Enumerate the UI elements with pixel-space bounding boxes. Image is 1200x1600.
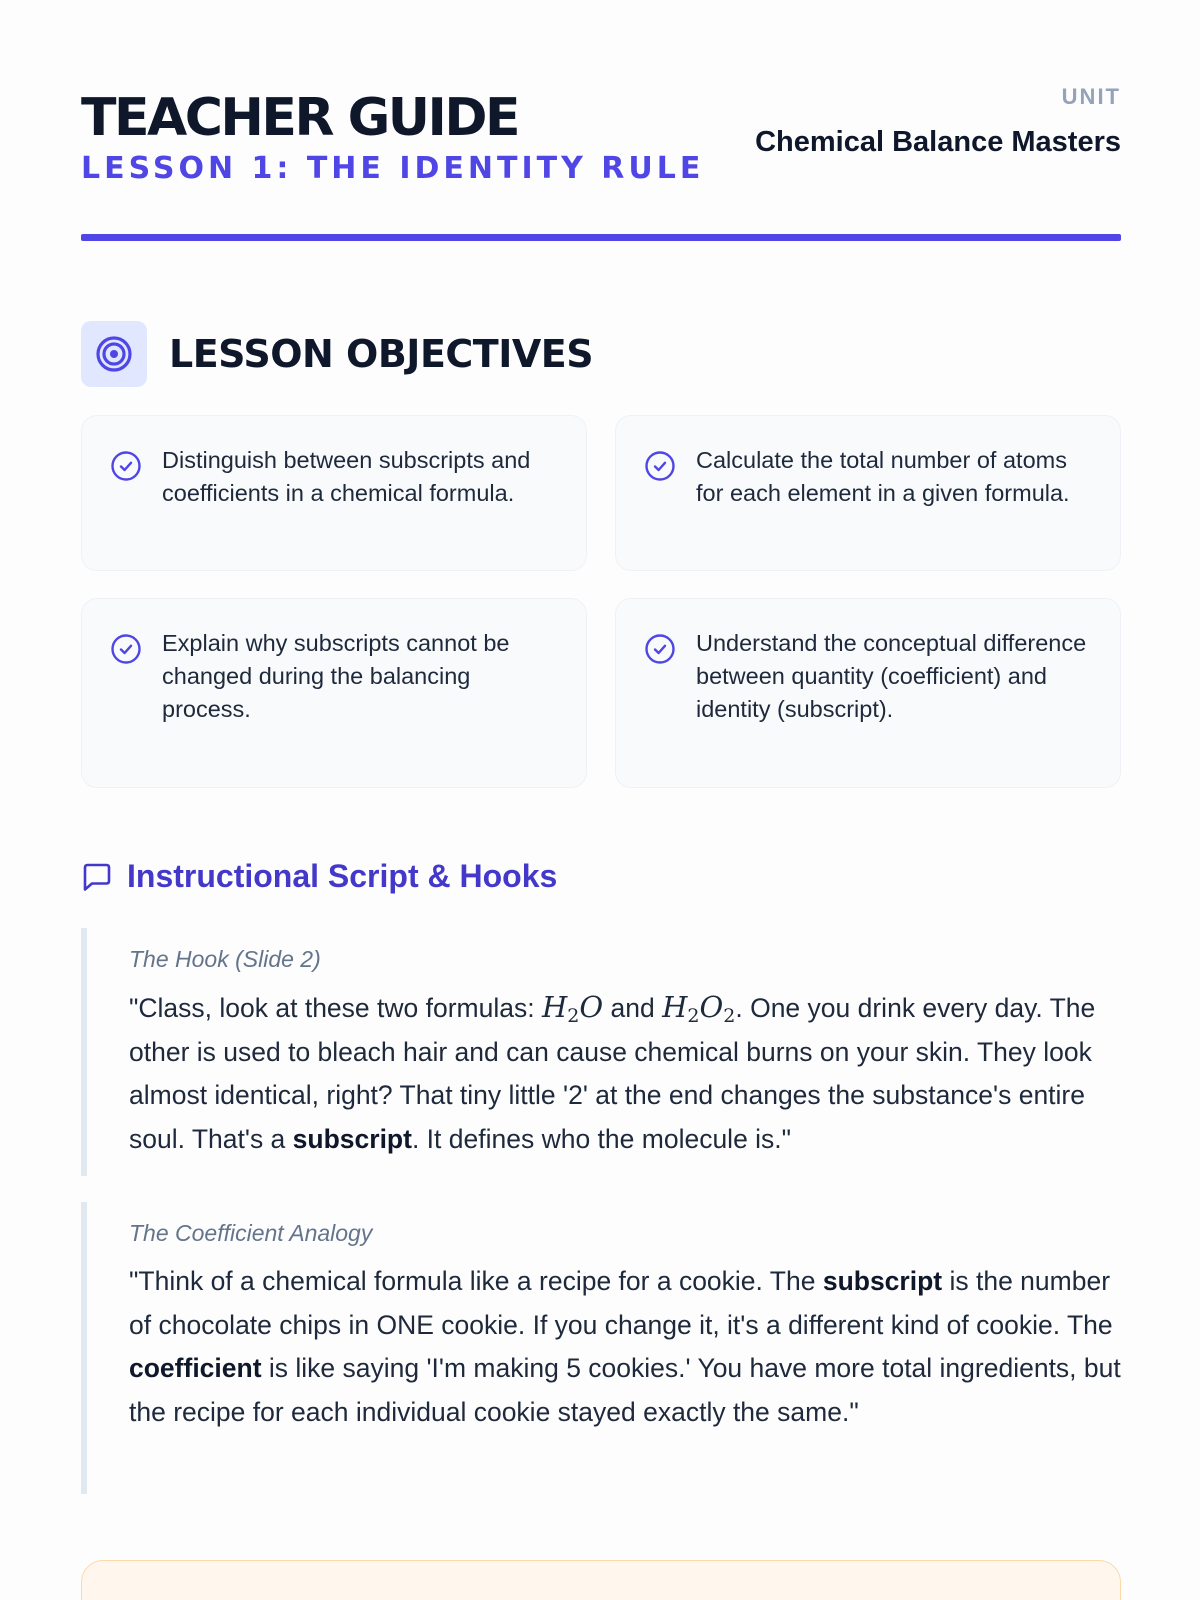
objective-text: Calculate the total number of atoms for each element in a given formula. (696, 447, 1070, 506)
check-circle-icon (644, 450, 676, 482)
hook-text: "Class, look at these two formulas: $H_2O$ and $H_2O_2$. One you drink every day. The other is used to bleach hair and can cause chemical burns on your skin. They look almost identical, right? That tiny little '2' at the end changes the substance's entire soul. That's a subscript. It defines who the molecule is." (129, 990, 1096, 1154)
unit-name: Chemical Balance Masters (755, 126, 1121, 158)
script-title: Instructional Script & Hooks (127, 858, 558, 894)
unit-label: UNIT (1061, 84, 1121, 109)
target-icon (81, 321, 147, 387)
objective-card (81, 598, 587, 788)
objective-card (81, 415, 587, 571)
formula-peroxide: $H_2O_2$ (662, 990, 736, 1027)
objective-card (615, 598, 1121, 788)
header-divider (81, 234, 1121, 241)
analogy-label: The Coefficient Analogy (129, 1220, 373, 1246)
objective-text: Explain why subscripts cannot be changed during the balancing process. (162, 630, 510, 722)
check-circle-icon (110, 633, 142, 665)
objective-text: Understand the conceptual difference between quantity (coefficient) and identity (subscript). (696, 630, 1087, 722)
objective-text: Distinguish between subscripts and coefficients in a chemical formula. (162, 447, 531, 506)
check-circle-icon (110, 450, 142, 482)
objectives-heading (81, 321, 593, 387)
hook-block (81, 928, 1121, 1176)
analogy-block (81, 1202, 1121, 1494)
objectives-title: LESSON OBJECTIVES (169, 332, 594, 376)
check-circle-icon (644, 633, 676, 665)
note-box (81, 1560, 1121, 1600)
page-title: TEACHER GUIDE (81, 88, 519, 148)
objective-card (615, 415, 1121, 571)
formula-water: $H_2O$ (541, 990, 604, 1027)
page-header (81, 82, 1121, 242)
chat-bubble-icon (81, 861, 113, 893)
script-heading (81, 858, 557, 895)
lesson-subtitle: LESSON 1: THE IDENTITY RULE (81, 151, 705, 186)
analogy-text: "Think of a chemical formula like a recipe for a cookie. The subscript is the number of chocolate chips in ONE cookie. If you change it, it's a different kind of cookie. The coefficient is like saying 'I'm making 5 cookies.' You have more total ingredients, but the recipe for each individual cookie stayed exactly the same." (129, 1266, 1121, 1427)
hook-label: The Hook (Slide 2) (129, 946, 321, 972)
